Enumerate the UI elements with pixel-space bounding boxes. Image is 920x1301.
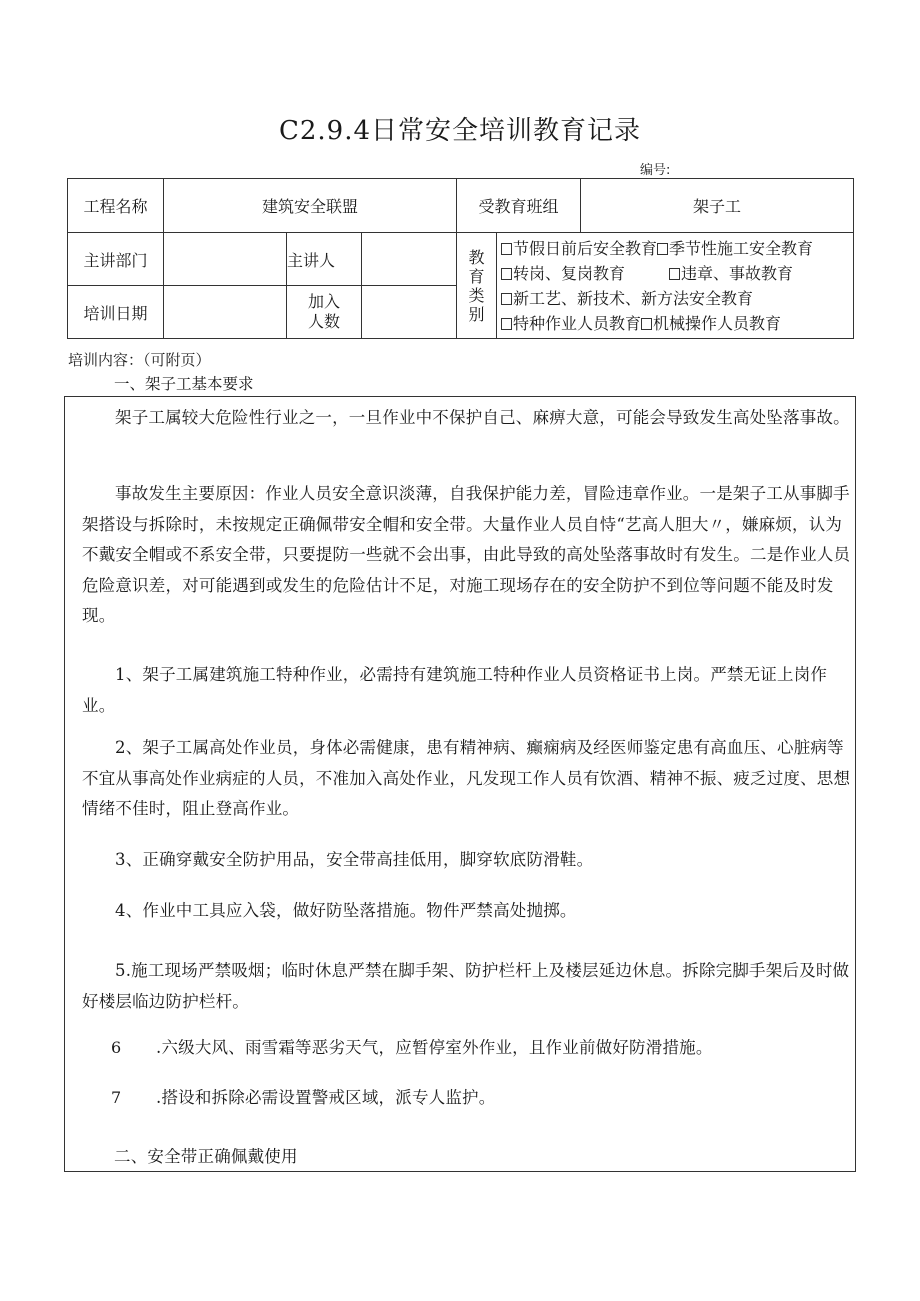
section1-title: 一、架子工基本要求 [114, 375, 254, 393]
category-list [497, 233, 854, 339]
checkbox-holiday[interactable] [501, 243, 512, 255]
team-label: 受教育班组 [457, 179, 581, 233]
date-label: 培训日期 [68, 286, 164, 339]
category-row-4: 特种作业人员教育 机械操作人员教育 [501, 311, 853, 336]
item6-text: .六级大风、雨雪霜等恶劣天气，应暂停室外作业，且作业前做好防滑措施。 [156, 1038, 713, 1057]
dept-value [164, 233, 287, 286]
paragraph: 架子工属较大危险性行业之一，一旦作业中不保护自己、麻痹大意，可能会导致发生高处坠落事故。 [115, 408, 850, 427]
checkbox-seasonal[interactable] [657, 243, 668, 255]
participants-value [362, 286, 457, 339]
paragraph: 4、作业中工具应入袋，做好防坠落措施。物件严禁高处抛掷。 [115, 901, 577, 920]
category-label-text: 教育类别 [468, 247, 485, 324]
item6-number: 6 [111, 1038, 122, 1057]
item7-number: 7 [111, 1088, 122, 1107]
paragraph: 1、架子工属建筑施工特种作业，必需持有建筑施工特种作业人员资格证书上岗。严禁无证上岗作业。 [82, 665, 828, 715]
content-heading: 培训内容：（可附页） [68, 351, 211, 369]
category-row-1: 节假日前后安全教育 季节性施工安全教育 [501, 236, 853, 261]
paragraph: 5.施工现场严禁吸烟；临时休息严禁在脚手架、防护栏杆上及楼层延边休息。拆除完脚手架后及时做好楼层临边防护栏杆。 [82, 961, 850, 1011]
header-table [67, 178, 854, 339]
paragraph: 事故发生主要原因：作业人员安全意识淡薄，自我保护能力差，冒险违章作业。一是架子工从事脚手架搭设与拆除时，未按规定正确佩带安全帽和安全带。大量作业人员自恃“艺高人胆大〃，嫌麻烦，认为不戴安全帽或不系安全带，只要提防一些就不会出事，由此导致的高处坠落事故时有发生。二是作业人员危险意识差，对可能遇到或发生的危险估计不足，对施工现场存在的安全防护不到位等问题不能及时发现。 [82, 484, 851, 625]
category-row-2: 转岗、复岗教育 违章、事故教育 [501, 261, 853, 286]
speaker-value [362, 233, 457, 286]
paragraph: 3、正确穿戴安全防护用品，安全带高挂低用，脚穿软底防滑鞋。 [115, 850, 594, 869]
project-name-value: 建筑安全联盟 [164, 179, 457, 233]
checkbox-special-work[interactable] [501, 318, 512, 330]
project-name-label: 工程名称 [68, 179, 164, 233]
document-code-label: 编号: [640, 163, 671, 178]
checkbox-violation[interactable] [669, 268, 680, 280]
item7-text: .搭设和拆除必需设置警戒区域，派专人监护。 [156, 1088, 496, 1107]
category-label [457, 233, 497, 339]
speaker-label: 主讲人 [287, 233, 362, 286]
dept-label: 主讲部门 [68, 233, 164, 286]
category-row-3: 新工艺、新技术、新方法安全教育 [501, 286, 853, 311]
date-value [164, 286, 287, 339]
document-title: C2.9.4日常安全培训教育记录 [278, 116, 642, 146]
team-value: 架子工 [581, 179, 854, 233]
checkbox-transfer[interactable] [501, 268, 512, 280]
section2-title: 二、安全带正确佩戴使用 [114, 1147, 298, 1166]
participants-label: 加入人数 [287, 286, 362, 339]
checkbox-machinery[interactable] [641, 318, 652, 330]
paragraph: 2、架子工属高处作业员，身体必需健康，患有精神病、癫痫病及经医师鉴定患有高血压、心脏病等不宜从事高处作业病症的人员，不准加入高处作业，凡发现工作人员有饮酒、精神不振、疲乏过度、思想情绪不佳时，阻止登高作业。 [82, 738, 851, 818]
checkbox-new-tech[interactable] [501, 293, 512, 305]
